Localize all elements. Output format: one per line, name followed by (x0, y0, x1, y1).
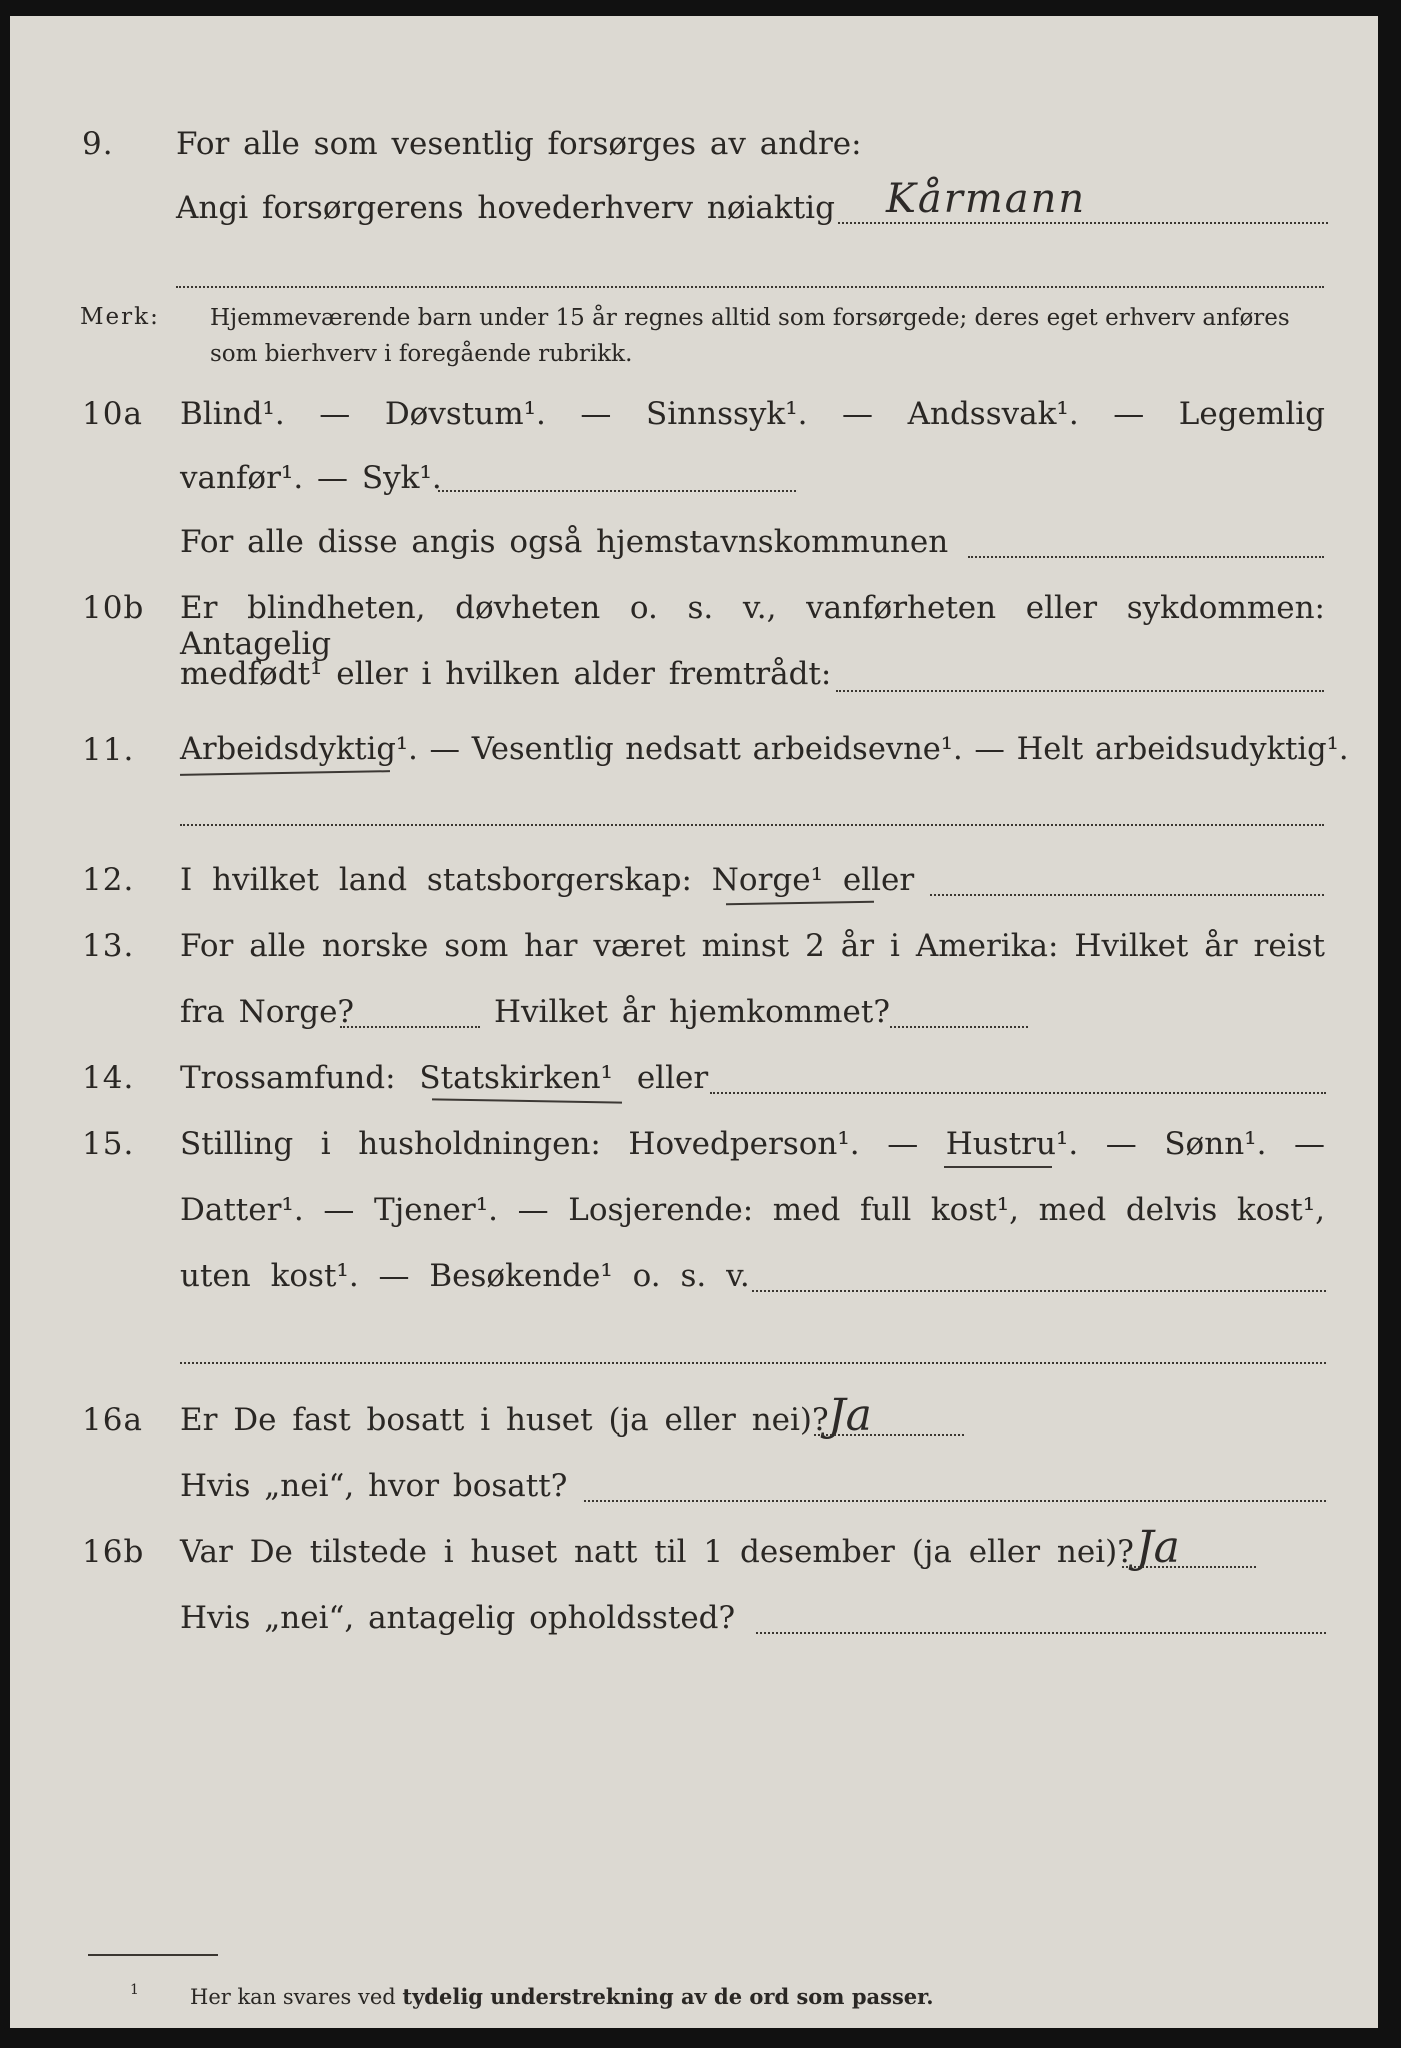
q13-line2b: Hvilket år hjemkommet? (494, 994, 890, 1030)
q11-separator (180, 824, 1324, 826)
q10a-sick-answer-line (438, 490, 796, 492)
note-label: Merk: (80, 304, 160, 330)
q11-number: 11. (82, 732, 135, 768)
q9-answer-line (838, 222, 1328, 224)
footnote-number: 1 (130, 1982, 139, 1998)
q15-underline-marking (944, 1166, 1052, 1168)
q15-separator (180, 1362, 1326, 1364)
q15-line3: uten kost¹. — Besøkende¹ o. s. v. (180, 1258, 750, 1294)
q16a-answer-line (814, 1434, 964, 1436)
q11-underline-marking (180, 770, 390, 776)
q10a-line2: vanfør¹. — Syk¹. (180, 460, 442, 496)
q16b-handwritten-answer: Ja (1136, 1522, 1180, 1573)
note-text: Hjemmeværende barn under 15 år regnes alltid som forsørgede; deres eget erhverv anføres som bierhverv i foregående rubrikk. (210, 305, 1290, 367)
q10a-line1: Blind¹. — Døvstum¹. — Sinnssyk¹. — Andssvak¹. — Legemlig (180, 396, 1325, 432)
q10a-line3: For alle disse angis også hjemstavnskommunen (180, 524, 949, 560)
q11-line1: Arbeidsdyktig¹. — Vesentlig nedsatt arbeidsevne¹. — Helt arbeidsudyktig¹. (180, 732, 1349, 767)
q15-line2: Datter¹. — Tjener¹. — Losjerende: med full kost¹, med delvis kost¹, (180, 1192, 1325, 1228)
q14-line1: Trossamfund: Statskirken¹ eller (180, 1060, 709, 1096)
q15-number: 15. (82, 1126, 135, 1162)
q13-line1: For alle norske som har været minst 2 år i Amerika: Hvilket år reist (180, 928, 1325, 964)
q14-underline-marking (432, 1098, 622, 1103)
q13-line2a: fra Norge? (180, 994, 355, 1030)
q16a-line2: Hvis „nei“, hvor bosatt? (180, 1468, 568, 1504)
footnote-text-a: Her kan svares ved (190, 1985, 403, 2009)
q10b-number: 10b (82, 590, 145, 626)
q13-departure-answer-line (340, 1026, 480, 1028)
q12-number: 12. (82, 862, 135, 898)
q12-underline-marking (726, 901, 874, 906)
q14-number: 14. (82, 1060, 135, 1096)
q16b-whereabouts-answer-line (756, 1632, 1326, 1634)
q9-separator (176, 286, 1324, 288)
q16b-line1: Var De tilstede i huset natt til 1 desember (ja eller nei)? (180, 1534, 1134, 1570)
q16a-number: 16a (82, 1402, 143, 1438)
q10b-answer-line (836, 690, 1324, 692)
footnote-text-b: tydelig understrekning av de ord som passer. (402, 1984, 934, 2009)
q16a-handwritten-answer: Ja (828, 1390, 872, 1441)
q9-number: 9. (82, 126, 114, 162)
q13-return-answer-line (890, 1026, 1028, 1028)
q12-line1: I hvilket land statsborgerskap: Norge¹ eller (180, 862, 915, 898)
q12-answer-line (930, 894, 1324, 896)
q16b-line2: Hvis „nei“, antagelig opholdssted? (180, 1600, 736, 1636)
footnote-rule (88, 1954, 218, 1956)
q16a-residence-answer-line (584, 1500, 1326, 1502)
q15-line1: Stilling i husholdningen: Hovedperson¹. — Hustru¹. — Sønn¹. — (180, 1126, 1325, 1162)
q9-line1: For alle som vesentlig forsørges av andre: (176, 126, 862, 162)
q10b-line2: medfødt¹ eller i hvilken alder fremtrådt: (180, 656, 832, 692)
q13-number: 13. (82, 928, 135, 964)
q14-answer-line (710, 1092, 1326, 1094)
q9-handwritten-answer: Kårmann (886, 176, 1087, 222)
q16a-line1: Er De fast bosatt i huset (ja eller nei)? (180, 1402, 829, 1438)
q15-answer-line (752, 1290, 1326, 1292)
q16b-number: 16b (82, 1534, 145, 1570)
q9-line2: Angi forsørgerens hovederhverv nøiaktig (176, 190, 835, 226)
q10a-municipality-answer-line (968, 556, 1324, 558)
q16b-answer-line (1122, 1566, 1256, 1568)
q10a-number: 10a (82, 396, 143, 432)
q10b-line1: Er blindheten, døvheten o. s. v., vanførheten eller sykdommen: Antagelig (180, 590, 1325, 662)
census-form-page (10, 16, 1378, 2028)
footnote-text (190, 1984, 934, 2009)
